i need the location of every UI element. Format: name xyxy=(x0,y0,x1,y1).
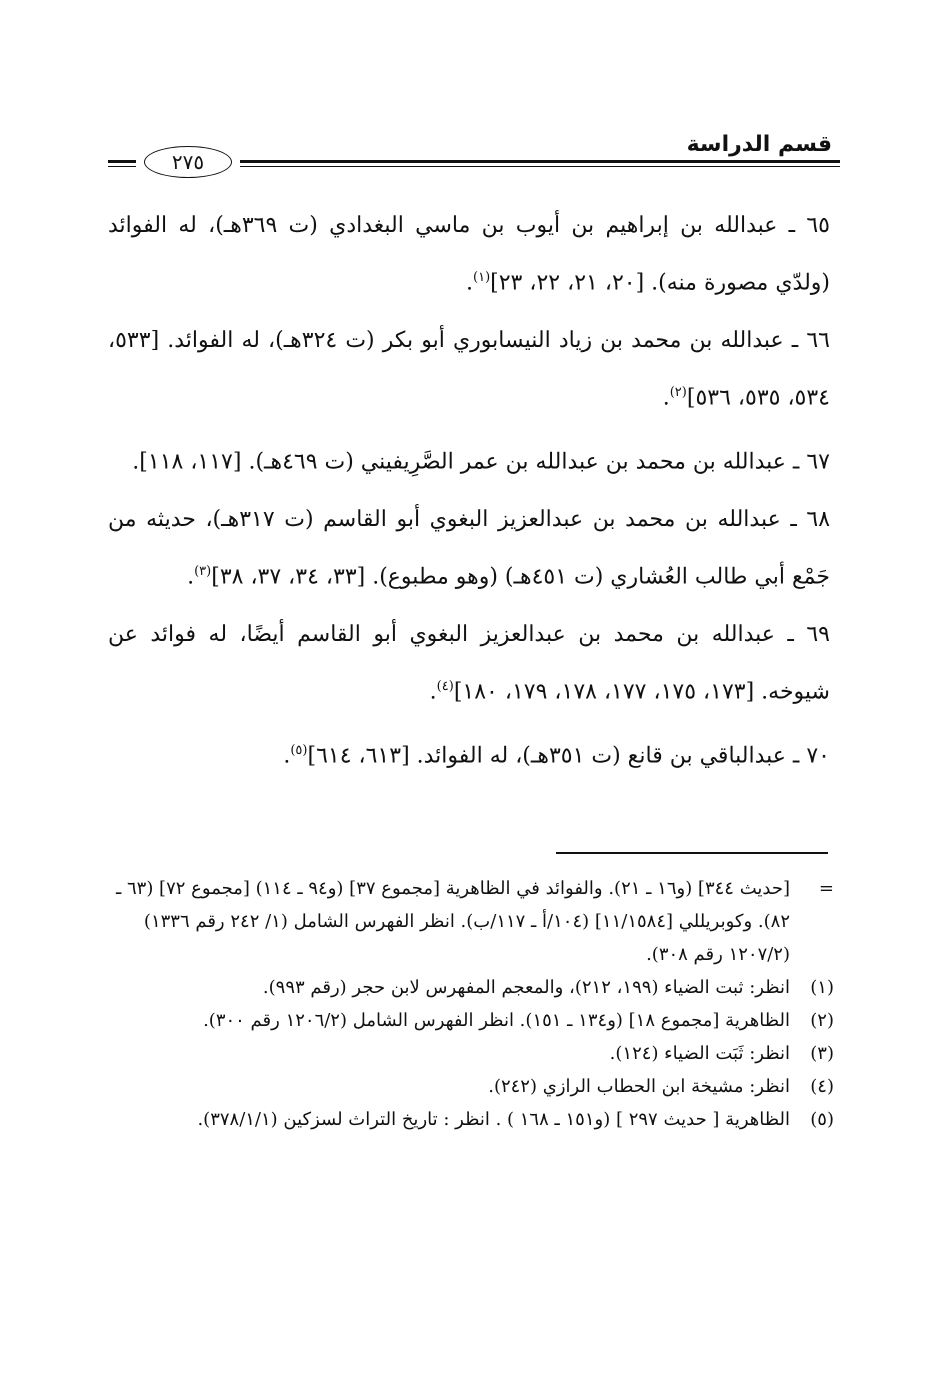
footnote-1 xyxy=(108,971,834,1004)
entry-text: ٦٦ ـ عبدالله بن محمد بن زياد النيسابوري أبو بكر (ت ٣٢٤هـ)، له الفوائد. [٥٣٣، ٥٣٤، ٥٣٥، ٥٣٦] xyxy=(108,328,830,411)
footnote-mark: = xyxy=(818,878,834,899)
header-rule-thin xyxy=(240,166,840,167)
footnote-mark: (٢) xyxy=(810,1010,834,1031)
footnote-5 xyxy=(108,1103,834,1136)
entry-text: ٧٠ ـ عبدالباقي بن قانع (ت ٣٥١هـ)، له الفوائد. [٦١٣، ٦١٤] xyxy=(307,742,830,768)
entry-end: . xyxy=(466,270,473,296)
footnote-continued xyxy=(108,872,834,971)
footnote-text: [حديث ٣٤٤] (و١٦ ـ ٢١). والفوائد في الظاهرية [مجموع ٣٧] (و٩٤ ـ ١١٤) [مجموع ٧٢] (٦٣ ـ ٨٢). وكوبريللي [١١/١٥٨٤] (١٠٤/أ ـ ١١٧/ب). انظر الفهرس الشامل (١/ ٢٤٢ رقم ١٣٣٦) (١٢٠٧/٢ رقم ٣٠٨). xyxy=(115,878,790,965)
page-header xyxy=(100,128,840,188)
footnote-text: انظر: ثبت الضياء (١٩٩، ٢١٢)، والمعجم المفهرس لابن حجر (رقم ٩٩٣). xyxy=(262,977,790,998)
header-rule-short xyxy=(108,160,136,163)
entry-67 xyxy=(108,431,830,488)
entry-65 xyxy=(108,200,830,309)
footnote-mark: (٤) xyxy=(810,1076,834,1097)
entry-68 xyxy=(108,494,830,603)
footnote-text: انظر: مشيخة ابن الحطاب الرازي (٢٤٢). xyxy=(488,1076,790,1097)
entry-end: . xyxy=(429,679,437,705)
footnote-text: الظاهرية [مجموع ١٨] (و١٣٤ ـ ١٥١). انظر الفهرس الشامل (١٢٠٦/٢ رقم ٣٠٠). xyxy=(203,1010,790,1031)
entry-end: . xyxy=(283,742,291,768)
entry-text: ٦٥ ـ عبدالله بن إبراهيم بن أيوب بن ماسي البغدادي (ت ٣٦٩هـ)، له الفوائد (ولدّي مصورة منه). [٢٠، ٢١، ٢٢، ٢٣] xyxy=(108,213,830,296)
footnote-ref: (٣) xyxy=(194,563,212,579)
entry-text: ٦٩ ـ عبدالله بن محمد بن عبدالعزيز البغوي أبو القاسم أيضًا، له فوائد عن شيوخه. [١٧٣، ١٧٥، ١٧٧، ١٧٨، ١٧٩، ١٨٠] xyxy=(108,622,830,705)
entry-end: . xyxy=(187,564,195,590)
footnote-2 xyxy=(108,1004,834,1037)
footnote-ref: (١) xyxy=(473,270,491,285)
main-text xyxy=(108,200,830,788)
footnote-mark: (٣) xyxy=(810,1043,834,1064)
entry-70 xyxy=(108,725,830,782)
footnote-ref: (٥) xyxy=(290,742,308,758)
footnote-ref: (٢) xyxy=(669,385,687,401)
footnote-mark: (١) xyxy=(810,977,834,998)
footnote-text: انظر: ثَبَت الضياء (١٢٤). xyxy=(609,1043,790,1064)
entry-end: . xyxy=(662,385,670,411)
header-rule xyxy=(240,160,840,163)
header-rule-short-thin xyxy=(108,166,136,167)
section-title: قسم الدراسة xyxy=(686,132,832,157)
footnote-text: الظاهرية [ حديث ٢٩٧ ] (و١٥١ ـ ١٦٨ ) . انظر : تاريخ التراث لسزكين (٣٧٨/١/١). xyxy=(197,1109,790,1130)
footnote-mark: (٥) xyxy=(810,1109,834,1130)
entry-text: ٦٧ ـ عبدالله بن محمد بن عبدالله بن عمر الصَّرِيفيني (ت ٤٦٩هـ). [١١٧، ١١٨]. xyxy=(132,448,830,474)
footnote-3 xyxy=(108,1037,834,1070)
entry-text: ٦٨ ـ عبدالله بن محمد بن عبدالعزيز البغوي أبو القاسم (ت ٣١٧هـ)، حديثه من جَمْع أبي طالب العُشاري (ت ٤٥١هـ) (وهو مطبوع). [٣٣، ٣٤، ٣٧، ٣٨] xyxy=(108,506,831,590)
footnotes xyxy=(108,872,834,1136)
footnote-divider xyxy=(556,852,828,854)
page-number: ٢٧٥ xyxy=(144,146,232,178)
footnote-4 xyxy=(108,1070,834,1103)
footnote-ref: (٤) xyxy=(436,679,454,695)
entry-69 xyxy=(108,609,830,718)
entry-66 xyxy=(108,315,830,424)
